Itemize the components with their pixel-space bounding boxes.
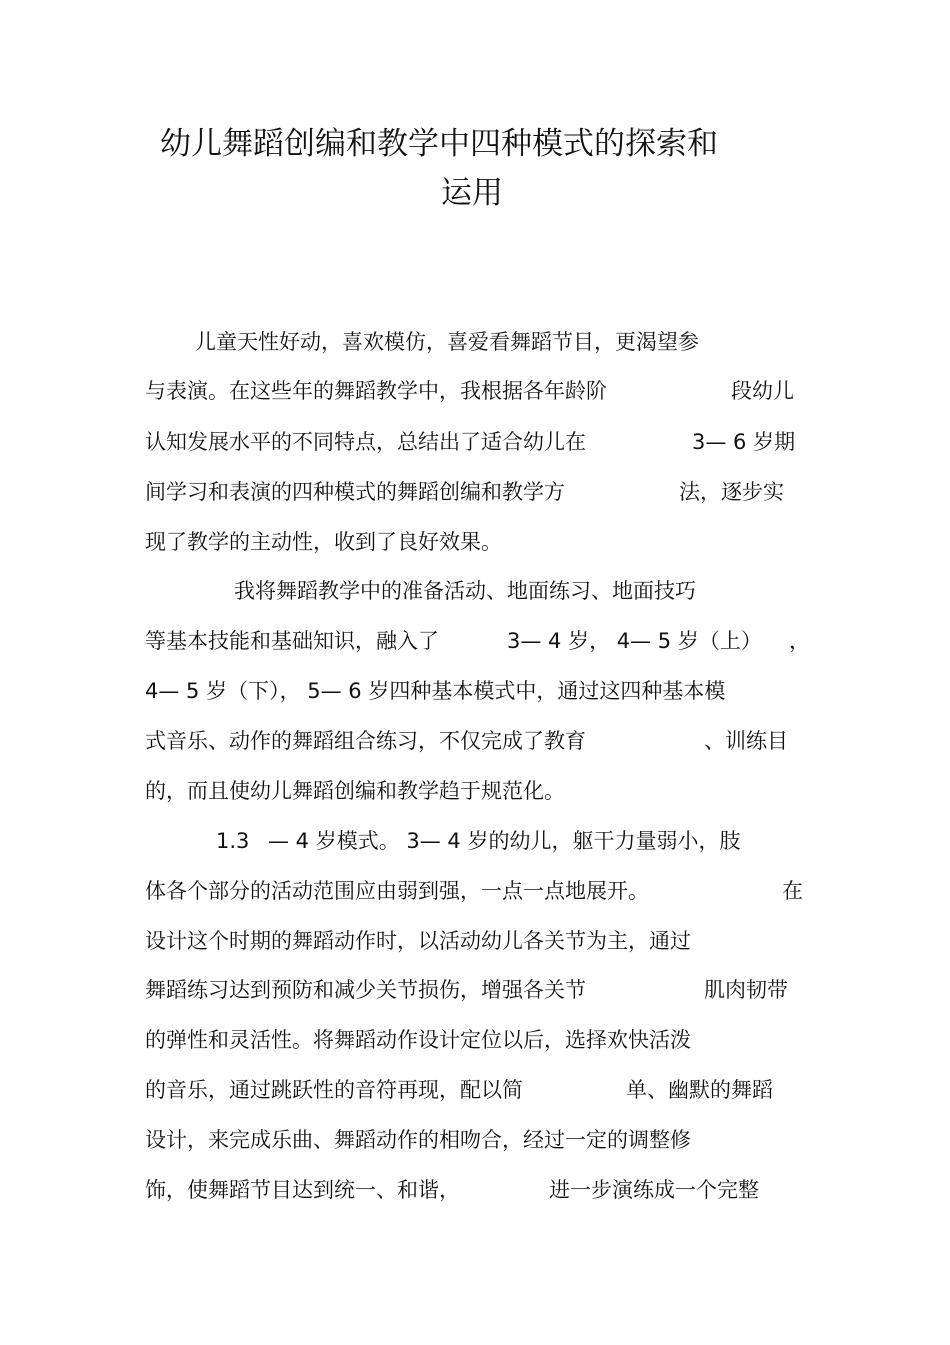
text-segment: 3— 4 岁， 4— 5 岁（上） [507,629,762,653]
text-segment: 3— 6 岁期 [692,430,796,454]
text-segment: 的弹性和灵活性。将舞蹈动作设计定位以后，选择欢快活泼 [145,1028,691,1052]
text-line [0,1125,950,1155]
text-segment: 式音乐、动作的舞蹈组合练习，不仅完成了教育 [145,729,586,753]
text-line [0,776,950,806]
text-segment: 儿童天性好动，喜欢模仿，喜爱看舞蹈节目，更渴望参 [195,330,699,354]
text-line [0,926,950,956]
text-segment: 段幼儿 [731,379,794,403]
text-line [0,726,950,756]
text-segment: 单、幽默的舞蹈 [626,1078,773,1102]
text-segment: 法，逐步实 [679,480,784,504]
text-line [0,1025,950,1055]
text-segment: 在 [782,879,803,903]
text-segment: 设计这个时期的舞蹈动作时，以活动幼儿各关节为主，通过 [145,929,691,953]
text-line [0,826,950,856]
text-segment: 设计，来完成乐曲、舞蹈动作的相吻合，经过一定的调整修 [145,1128,691,1152]
text-segment: 舞蹈练习达到预防和减少关节损伤，增强各关节 [145,978,586,1002]
text-segment: 的，而且使幼儿舞蹈创编和教学趋于规范化。 [145,779,565,803]
text-segment: 饰，使舞蹈节目达到统一、和谐， [145,1178,460,1202]
title-line-1: 幼儿舞蹈创编和教学中四种模式的探索和 [160,126,718,162]
text-line [0,676,950,706]
text-segment: 我将舞蹈教学中的准备活动、地面练习、地面技巧 [234,579,696,603]
text-line [0,975,950,1005]
text-segment: 1.3 [216,829,250,853]
text-segment: ， [789,629,810,653]
title-line-2: 运用 [441,175,503,211]
text-line [0,376,950,406]
text-segment: 等基本技能和基础知识，融入了 [145,629,439,653]
text-line [0,626,950,656]
text-line [0,427,950,457]
text-segment: 进一步演练成一个完整 [549,1178,759,1202]
text-line [0,477,950,507]
text-segment: 的音乐，通过跳跃性的音符再现，配以简 [145,1078,523,1102]
text-line [0,527,950,557]
text-segment: 4— 5 岁（下）， 5— 6 岁四种基本模式中，通过这四种基本模 [145,679,726,703]
text-segment: 体各个部分的活动范围应由弱到强，一点一点地展开。 [145,879,649,903]
text-segment: 间学习和表演的四种模式的舞蹈创编和教学方 [145,480,565,504]
text-line [0,1075,950,1105]
text-segment: — 4 岁模式。 3— 4 岁的幼儿，躯干力量弱小，肢 [268,829,741,853]
text-segment: 现了教学的主动性，收到了良好效果。 [145,530,502,554]
text-segment: 与表演。在这些年的舞蹈教学中，我根据各年龄阶 [145,379,607,403]
text-segment: 肌肉韧带 [704,978,788,1002]
text-segment: 认知发展水平的不同特点，总结出了适合幼儿在 [145,430,586,454]
text-line [0,876,950,906]
text-segment: 、训练目 [704,729,788,753]
text-line [0,576,950,606]
text-line [0,1175,950,1205]
text-line [0,327,950,357]
